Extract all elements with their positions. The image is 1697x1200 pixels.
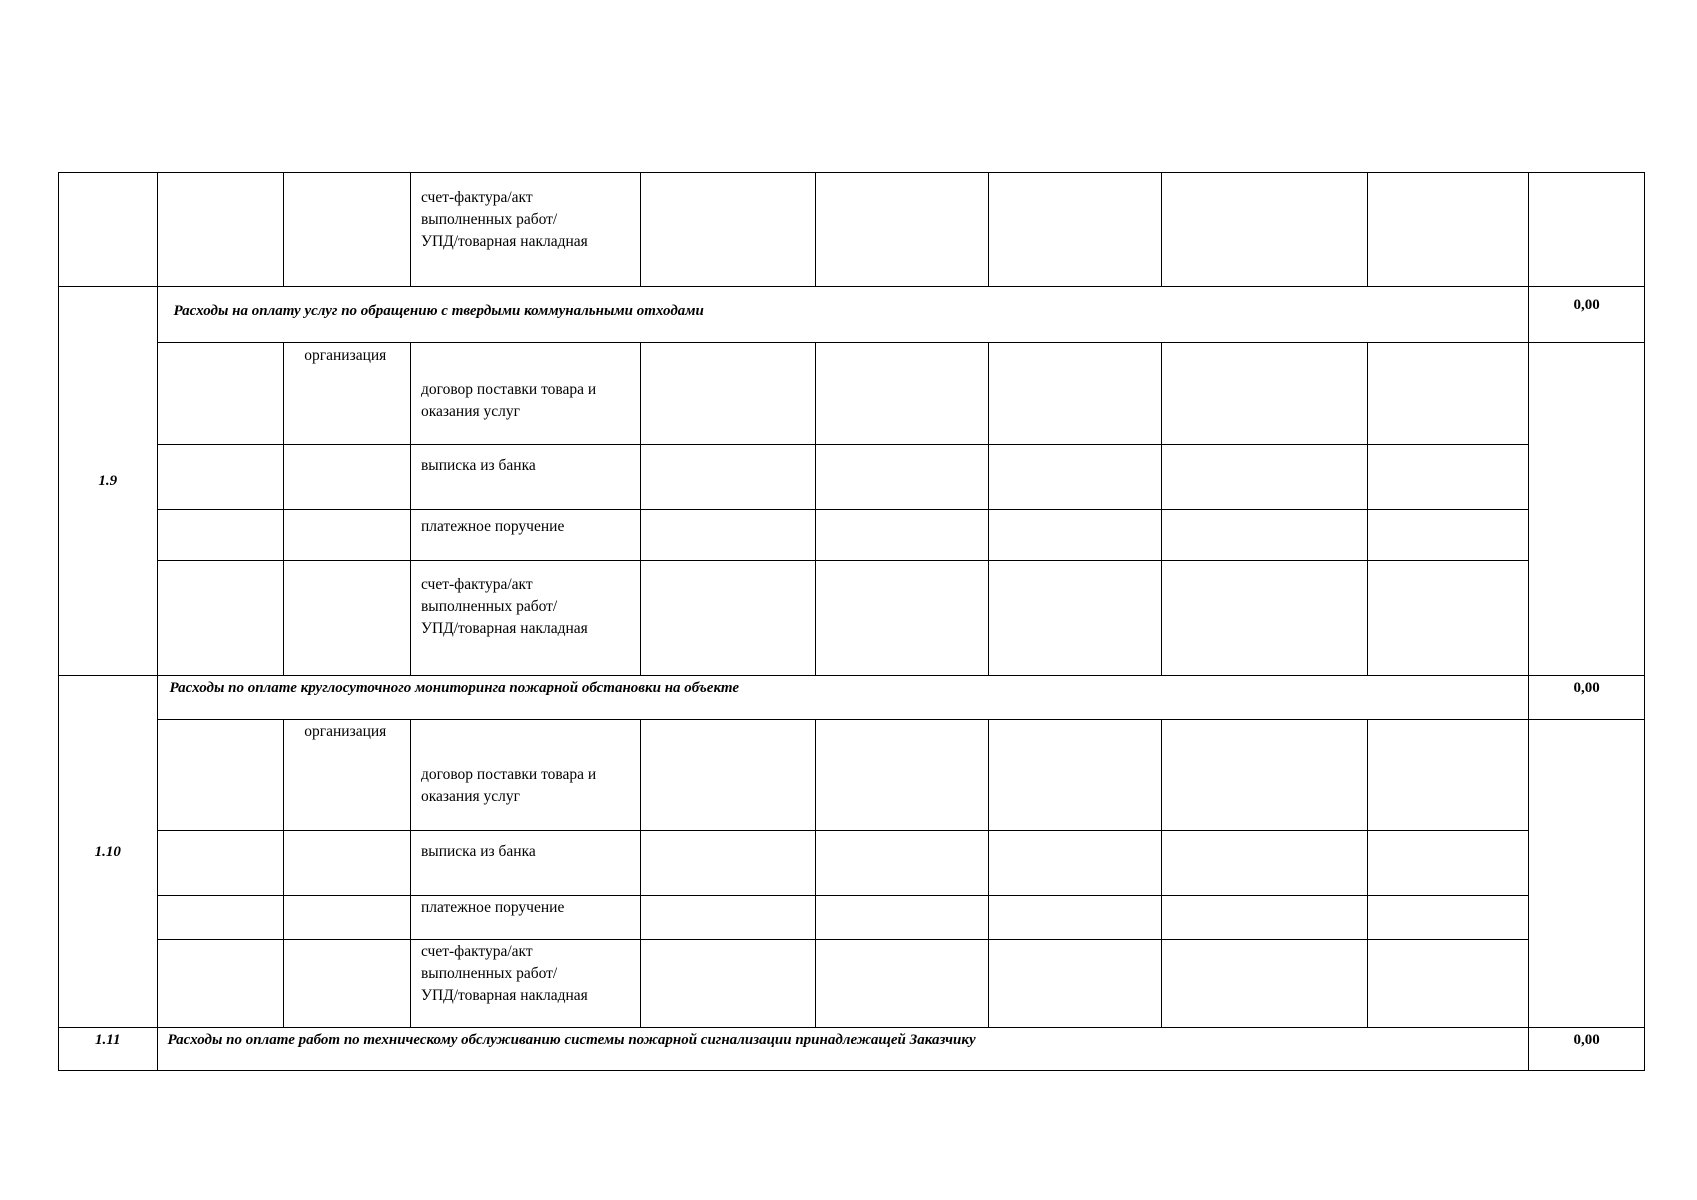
table-cell: [816, 445, 989, 510]
table-cell: [1368, 896, 1529, 940]
section-amount-cell: [1529, 676, 1645, 720]
table-cell: [641, 831, 816, 896]
table-cell: [284, 561, 411, 676]
table-cell: [1368, 173, 1529, 287]
table-cell: [1162, 720, 1368, 831]
text-line: договор поставки товара и: [420, 766, 597, 783]
table-cell: [410, 561, 640, 676]
table-cell: [641, 173, 816, 287]
table-row: [59, 510, 1645, 561]
doc-contract: [411, 343, 640, 423]
table-cell: [989, 940, 1162, 1028]
table-cell: [1529, 173, 1645, 287]
table-cell: [989, 561, 1162, 676]
section-header-row: [59, 676, 1645, 720]
section-title: Расходы на оплату услуг по обращению с твердыми коммунальными отходами: [173, 303, 704, 319]
text-line: выполненных работ/: [420, 598, 558, 615]
table-cell: [157, 173, 284, 287]
table-cell: [816, 561, 989, 676]
table-cell: [157, 896, 284, 940]
table-row: [59, 940, 1645, 1028]
table-cell: [1529, 720, 1645, 1028]
table-cell: [284, 343, 411, 445]
section-title-cell: [157, 287, 1529, 343]
table-cell: [1162, 510, 1368, 561]
table-cell: [816, 940, 989, 1028]
table-cell: [157, 720, 284, 831]
table-cell: [1162, 343, 1368, 445]
section-number-cell: [59, 287, 158, 676]
table-cell: [641, 343, 816, 445]
section-number-cell: [59, 1028, 158, 1071]
table-cell: [284, 173, 411, 287]
table-cell: [1529, 343, 1645, 676]
table-cell: [641, 940, 816, 1028]
org-label: организация: [304, 347, 387, 364]
table-cell: [284, 940, 411, 1028]
table-cell: [1368, 343, 1529, 445]
table-cell: [157, 510, 284, 561]
table-cell: [989, 831, 1162, 896]
section-number: 1.11: [95, 1032, 121, 1048]
table-cell: [989, 720, 1162, 831]
table-cell: [816, 896, 989, 940]
table-cell: [1368, 510, 1529, 561]
doc-invoice: [411, 940, 640, 1007]
table-cell: [1368, 831, 1529, 896]
table-cell: [1162, 940, 1368, 1028]
table-cell: [410, 896, 640, 940]
table-cell: [641, 896, 816, 940]
section-number-cell: [59, 676, 158, 1028]
section-title-cell: [157, 676, 1529, 720]
table-row: [59, 173, 1645, 287]
table-cell: [989, 173, 1162, 287]
table-cell: [410, 720, 640, 831]
table-cell: [989, 510, 1162, 561]
text-line: счет-фактура/акт: [420, 576, 533, 593]
section-amount-cell: [1529, 1028, 1645, 1071]
section-number: 1.9: [98, 473, 118, 489]
table-cell: [1162, 173, 1368, 287]
section-amount-cell: [1529, 287, 1645, 343]
table-cell: [1368, 720, 1529, 831]
table-cell: [641, 561, 816, 676]
section-amount: 0,00: [1573, 1032, 1600, 1048]
table-cell: [284, 831, 411, 896]
doc-payment-order: платежное поручение: [420, 518, 565, 535]
text-line: УПД/товарная накладная: [420, 620, 588, 637]
table-cell: [410, 940, 640, 1028]
table-cell: [1162, 561, 1368, 676]
text-line: оказания услуг: [420, 788, 520, 805]
table-cell: [816, 831, 989, 896]
text-line: счет-фактура/акт: [420, 189, 533, 206]
text-line: договор поставки товара и: [420, 381, 597, 398]
table-cell: [1368, 940, 1529, 1028]
table-cell: [816, 173, 989, 287]
section-amount: 0,00: [1573, 680, 1600, 696]
table-cell: [410, 343, 640, 445]
section-number: 1.10: [94, 843, 121, 860]
text-line: УПД/товарная накладная: [420, 987, 588, 1004]
table-cell: [641, 445, 816, 510]
text-line: оказания услуг: [420, 403, 520, 420]
table-cell: [989, 445, 1162, 510]
table-cell: [989, 343, 1162, 445]
doc-bank-statement: выписка из банка: [420, 843, 536, 860]
section-title-cell: [157, 1028, 1529, 1071]
doc-invoice: [411, 561, 640, 640]
section-amount: 0,00: [1573, 297, 1600, 313]
table-cell: [1368, 561, 1529, 676]
table-cell: [1162, 445, 1368, 510]
table-cell: [410, 831, 640, 896]
table-cell: [157, 940, 284, 1028]
table-cell: [816, 510, 989, 561]
table-cell: [989, 896, 1162, 940]
table-cell: [284, 896, 411, 940]
table-cell: [1162, 896, 1368, 940]
section-title: Расходы по оплате работ по техническому обслуживанию системы пожарной сигнализации принадлежащей Заказчику: [167, 1032, 976, 1048]
table-cell: [59, 173, 158, 287]
table-cell: [157, 343, 284, 445]
table-row: [59, 343, 1645, 445]
table-cell: [284, 510, 411, 561]
table-row: [59, 445, 1645, 510]
doc-bank-statement: выписка из банка: [420, 457, 536, 474]
table-cell: [410, 173, 640, 287]
table-cell: [641, 510, 816, 561]
text-line: УПД/товарная накладная: [420, 233, 588, 250]
org-label: организация: [304, 723, 387, 740]
text-line: выполненных работ/: [420, 965, 558, 982]
section-header-row: [59, 1028, 1645, 1071]
table-cell: [284, 445, 411, 510]
doc-contract: [411, 720, 640, 808]
table-cell: [157, 831, 284, 896]
table-cell: [1162, 831, 1368, 896]
table-row: [59, 720, 1645, 831]
table-cell: [157, 445, 284, 510]
text-line: счет-фактура/акт: [420, 943, 533, 960]
table-cell: [410, 445, 640, 510]
section-title: Расходы по оплате круглосуточного мониторинга пожарной обстановки на объекте: [169, 680, 739, 696]
table-cell: [1368, 445, 1529, 510]
table-cell: [410, 510, 640, 561]
table-cell: [157, 561, 284, 676]
table-row: [59, 896, 1645, 940]
table-cell: [641, 720, 816, 831]
text-line: выполненных работ/: [420, 211, 558, 228]
doc-invoice: [411, 173, 640, 253]
table-cell: [284, 720, 411, 831]
table-row: [59, 831, 1645, 896]
expense-table: [58, 172, 1645, 1071]
table-cell: [816, 720, 989, 831]
table-row: [59, 561, 1645, 676]
doc-payment-order: платежное поручение: [420, 899, 565, 916]
section-header-row: [59, 287, 1645, 343]
table-cell: [816, 343, 989, 445]
